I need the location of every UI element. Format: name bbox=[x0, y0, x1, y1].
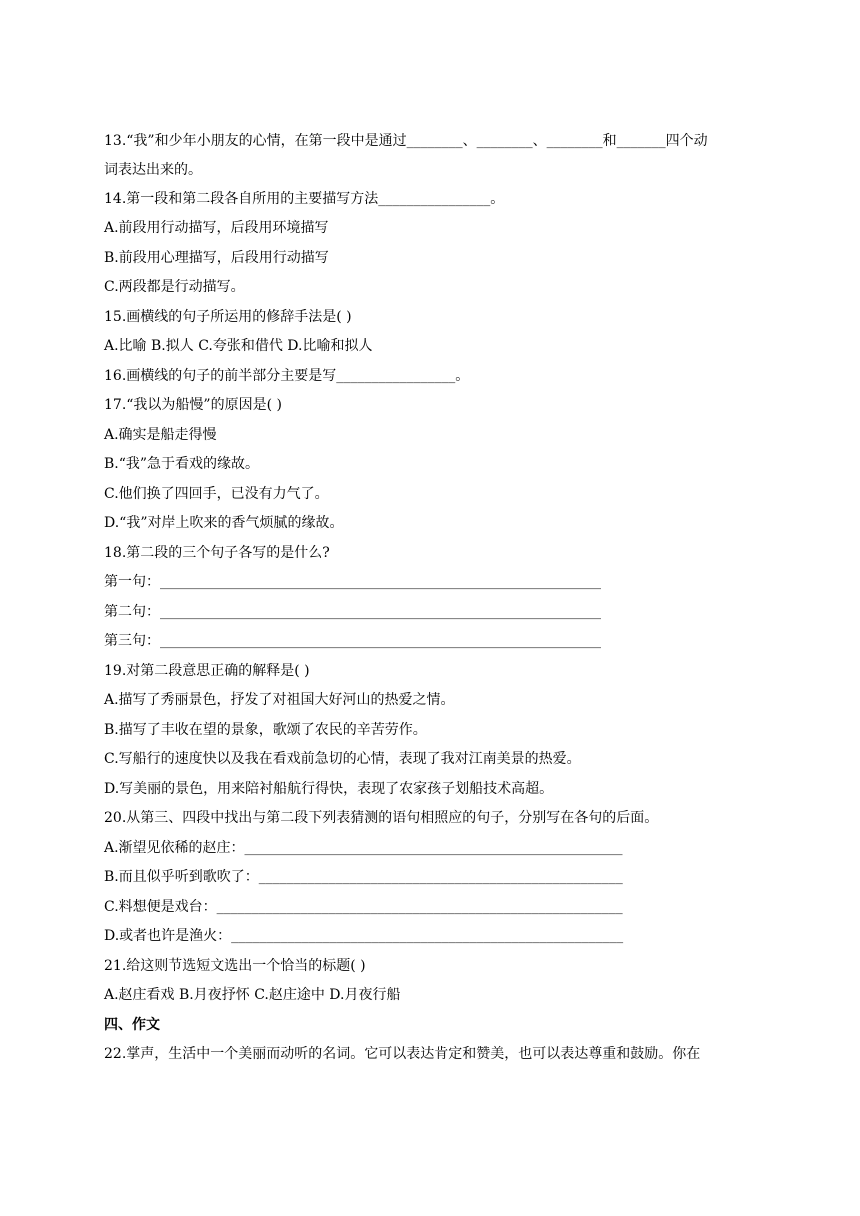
question-19-option-c: C.写船行的速度快以及我在看戏前急切的心情，表现了我对江南美景的热爱。 bbox=[104, 751, 581, 767]
question-15-options: A.比喻 B.拟人 C.夸张和借代 D.比喻和拟人 bbox=[104, 338, 373, 354]
question-20-item-d: D.或者也许是渔火：________________________________________________________ bbox=[104, 928, 624, 944]
question-17-option-b: B.“我”急于看戏的缘故。 bbox=[104, 456, 260, 472]
question-17: 17.“我以为船慢”的原因是( ) bbox=[104, 397, 282, 413]
question-17-option-c: C.他们换了四回手，已没有力气了。 bbox=[104, 486, 329, 502]
question-20-item-c: C.料想便是戏台：__________________________________________________________ bbox=[104, 899, 623, 915]
question-13-line-1: 13.“我”和少年小朋友的心情，在第一段中是通过________、________、________和_______四个动 bbox=[104, 133, 708, 149]
question-19: 19.对第二段意思正确的解释是( ) bbox=[104, 663, 310, 679]
question-17-option-d: D.“我”对岸上吹来的香气烦腻的缘故。 bbox=[104, 515, 344, 531]
question-17-option-a: A.确实是船走得慢 bbox=[104, 427, 217, 443]
question-18: 18.第二段的三个句子各写的是什么? bbox=[104, 545, 330, 561]
question-19-option-a: A.描写了秀丽景色，抒发了对祖国大好河山的热爱之情。 bbox=[104, 692, 455, 708]
question-18-answer-3: 第三句：_______________________________________________________________ bbox=[104, 633, 601, 649]
question-20: 20.从第三、四段中找出与第二段下列表猜测的语句相照应的句子，分别写在各句的后面。 bbox=[104, 810, 659, 826]
question-14-option-c: C.两段都是行动描写。 bbox=[104, 279, 245, 295]
question-13-line-2: 词表达出来的。 bbox=[104, 162, 202, 178]
question-20-item-a: A.渐望见依稀的赵庄：______________________________________________________ bbox=[104, 840, 623, 856]
question-18-answer-1: 第一句：_______________________________________________________________ bbox=[104, 574, 601, 590]
question-15: 15.画横线的句子所运用的修辞手法是( ) bbox=[104, 309, 352, 325]
question-19-option-d: D.写美丽的景色，用来陪衬船航行得快，表现了农家孩子划船技术高超。 bbox=[104, 781, 554, 797]
question-19-option-b: B.描写了丰收在望的景象，歌颂了农民的辛苦劳作。 bbox=[104, 722, 427, 738]
question-14-option-b: B.前段用心理描写，后段用行动描写 bbox=[104, 250, 329, 266]
question-21: 21.给这则节选短文选出一个恰当的标题( ) bbox=[104, 958, 366, 974]
section-heading-composition: 四、作文 bbox=[104, 1017, 160, 1033]
question-14-option-a: A.前段用行动描写，后段用环境描写 bbox=[104, 220, 329, 236]
question-22: 22.掌声，生活中一个美丽而动听的名词。它可以表达肯定和赞美，也可以表达尊重和鼓励。你在 bbox=[104, 1046, 701, 1062]
question-20-item-b: B.而且似乎听到歌吹了：____________________________________________________ bbox=[104, 869, 623, 885]
question-14: 14.第一段和第二段各自所用的主要描写方法________________。 bbox=[104, 191, 505, 207]
question-18-answer-2: 第二句：_______________________________________________________________ bbox=[104, 604, 601, 620]
question-21-options: A.赵庄看戏 B.月夜抒怀 C.赵庄途中 D.月夜行船 bbox=[104, 987, 401, 1003]
question-16: 16.画横线的句子的前半部分主要是写_________________。 bbox=[104, 368, 470, 384]
